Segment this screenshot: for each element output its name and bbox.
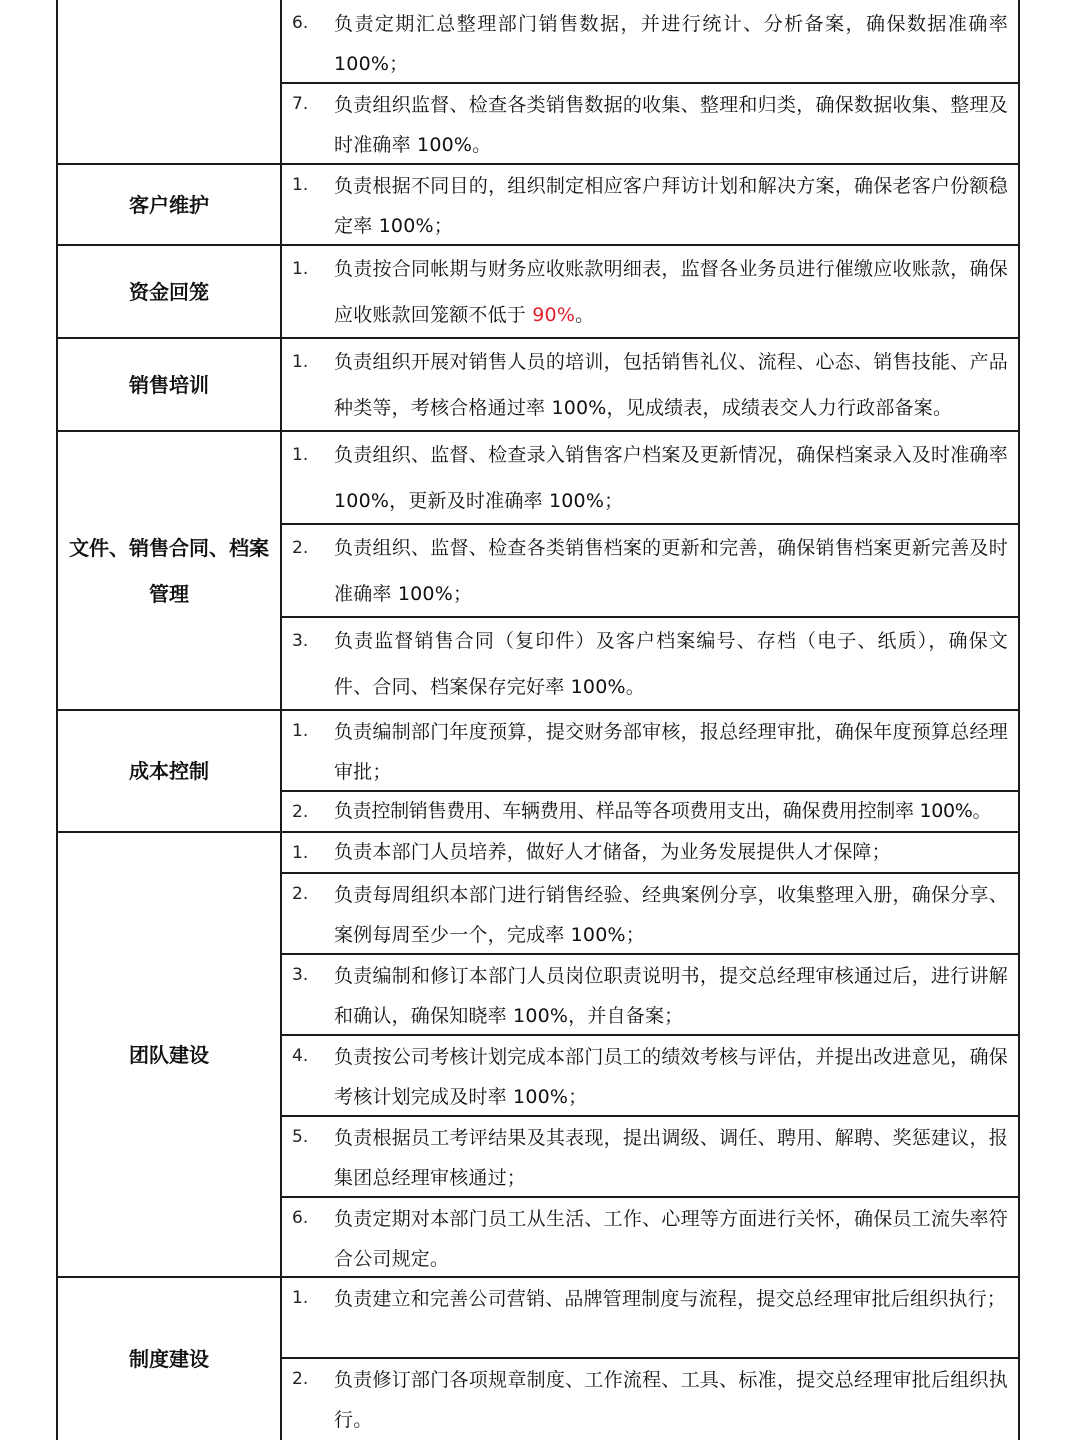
duty-item bbox=[282, 1359, 1018, 1440]
category-label: 客户维护 bbox=[129, 192, 209, 217]
item-text: 负责本部门人员培养，做好人才储备，为业务发展提供人才保障； bbox=[334, 841, 891, 863]
item-text: 负责组织、监督、检查各类销售档案的更新和完善，确保销售档案更新完善及时准确率 100%； bbox=[334, 537, 1008, 605]
item-number: 2. bbox=[292, 1369, 309, 1389]
item-text: 负责组织、监督、检查录入销售客户档案及更新情况，确保档案录入及时准确率 100%，更新及时准确率 100%； bbox=[334, 444, 1008, 512]
duty-item bbox=[282, 525, 1018, 616]
item-text: 负责修订部门各项规章制度、工作流程、工具、标准，提交总经理审批后组织执行。 bbox=[334, 1369, 1008, 1431]
item-text: 负责组织监督、检查各类销售数据的收集、整理和归类，确保数据收集、整理及时准确率 100%。 bbox=[334, 94, 1008, 156]
item-text: 负责编制部门年度预算，提交财务部审核，报总经理审批，确保年度预算总经理审批； bbox=[334, 721, 1008, 783]
duty-item bbox=[282, 84, 1018, 163]
duty-item bbox=[282, 711, 1018, 790]
duty-item bbox=[282, 1117, 1018, 1196]
item-text: 负责按合同帐期与财务应收账款明细表，监督各业务员进行催缴应收账款，确保应收账款回笼额不低于 90%。 bbox=[334, 258, 1008, 326]
item-text: 负责控制销售费用、车辆费用、样品等各项费用支出，确保费用控制率 100%。 bbox=[334, 800, 992, 822]
duty-item bbox=[282, 246, 1018, 337]
item-number: 5. bbox=[292, 1127, 309, 1147]
category-label: 团队建设 bbox=[129, 1042, 209, 1067]
item-number: 1. bbox=[292, 843, 309, 863]
duty-item bbox=[282, 1278, 1018, 1357]
item-text: 负责定期汇总整理部门销售数据，并进行统计、分析备案，确保数据准确率100%； bbox=[334, 13, 1008, 75]
duty-item bbox=[282, 955, 1018, 1034]
item-number: 2. bbox=[292, 884, 309, 904]
duty-item bbox=[282, 1036, 1018, 1115]
category-label: 销售培训 bbox=[129, 372, 209, 397]
duty-item bbox=[282, 432, 1018, 523]
highlight-value: 90% bbox=[532, 304, 576, 326]
item-number: 1. bbox=[292, 352, 309, 372]
category-label: 制度建设 bbox=[129, 1347, 209, 1371]
duty-item bbox=[282, 1198, 1018, 1276]
item-number: 1. bbox=[292, 175, 309, 195]
item-number: 4. bbox=[292, 1046, 309, 1066]
table-border-right bbox=[1018, 0, 1020, 1440]
item-number: 1. bbox=[292, 1288, 309, 1308]
item-text: 负责建立和完善公司营销、品牌管理制度与流程，提交总经理审批后组织执行； bbox=[334, 1288, 1007, 1310]
item-number: 1. bbox=[292, 259, 309, 279]
item-number: 2. bbox=[292, 538, 309, 558]
item-number: 3. bbox=[292, 965, 309, 985]
duty-item bbox=[282, 165, 1018, 244]
item-number: 1. bbox=[292, 445, 309, 465]
duty-item bbox=[282, 792, 1018, 831]
duty-item bbox=[282, 0, 1018, 82]
duty-item bbox=[282, 874, 1018, 953]
duty-item bbox=[282, 618, 1018, 709]
category-label: 资金回笼 bbox=[129, 279, 209, 304]
item-text: 负责根据员工考评结果及其表现，提出调级、调任、聘用、解聘、奖惩建议，报集团总经理审核通过； bbox=[334, 1127, 1008, 1189]
item-number: 3. bbox=[292, 631, 309, 651]
item-text: 负责定期对本部门员工从生活、工作、心理等方面进行关怀，确保员工流失率符合公司规定。 bbox=[334, 1208, 1008, 1270]
item-number: 7. bbox=[292, 94, 309, 114]
duty-item bbox=[282, 339, 1018, 430]
item-text: 负责编制和修订本部门人员岗位职责说明书，提交总经理审核通过后，进行讲解和确认，确保知晓率 100%，并自备案； bbox=[334, 965, 1008, 1027]
item-number: 1. bbox=[292, 721, 309, 741]
category-label: 成本控制 bbox=[129, 759, 209, 783]
item-text: 负责按公司考核计划完成本部门员工的绩效考核与评估，并提出改进意见，确保考核计划完成及时率 100%； bbox=[334, 1046, 1008, 1108]
item-number: 6. bbox=[292, 13, 309, 33]
item-number: 6. bbox=[292, 1208, 309, 1228]
item-text: 负责组织开展对销售人员的培训，包括销售礼仪、流程、心态、销售技能、产品种类等，考核合格通过率 100%，见成绩表，成绩表交人力行政部备案。 bbox=[334, 351, 1008, 419]
duty-item bbox=[282, 833, 1018, 872]
item-text: 负责每周组织本部门进行销售经验、经典案例分享，收集整理入册，确保分享、案例每周至少一个，完成率 100%； bbox=[334, 884, 1008, 946]
item-text: 负责监督销售合同（复印件）及客户档案编号、存档（电子、纸质），确保文件、合同、档案保存完好率 100%。 bbox=[334, 630, 1008, 698]
category-label: 文件、销售合同、档案 管理 bbox=[69, 535, 269, 606]
item-number: 2. bbox=[292, 802, 309, 822]
item-text: 负责根据不同目的，组织制定相应客户拜访计划和解决方案，确保老客户份额稳定率 100%； bbox=[334, 175, 1008, 237]
